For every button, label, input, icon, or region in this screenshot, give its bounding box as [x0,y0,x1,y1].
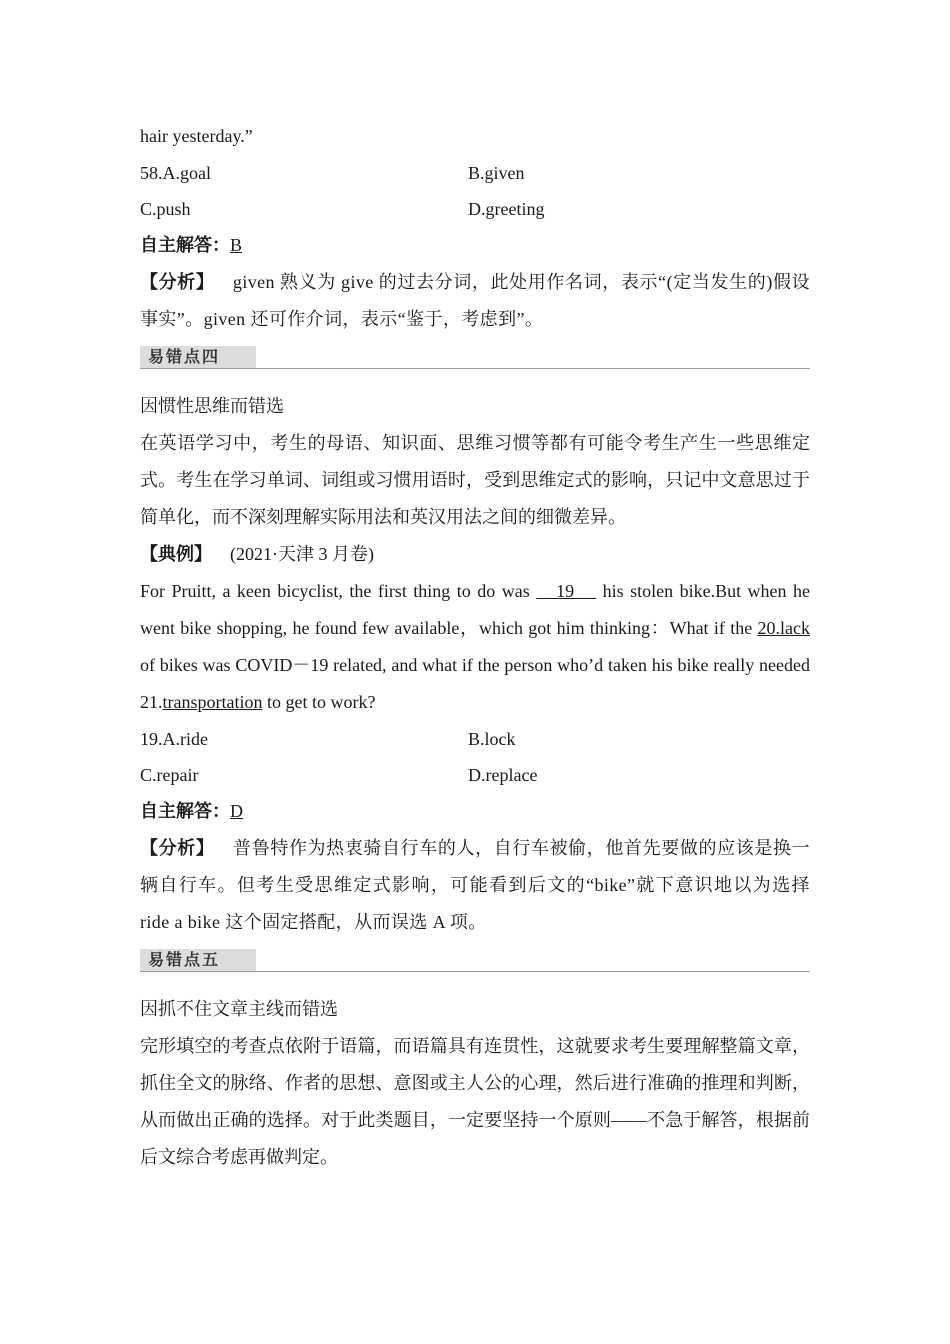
section-header-4 [140,342,810,372]
options-row-3 [140,721,810,757]
section-tag: 易错点五 [140,949,256,971]
analysis-58 [140,264,810,338]
example-passage [140,573,810,721]
passage-text: his stolen bike.But when he went bike shopping, he found few available，which got him thinking：What if the [140,581,811,638]
example-heading [140,536,810,573]
option-19-a: 19.A.ride [140,729,208,749]
option-58-d: D.greeting [468,199,545,219]
analysis-text: given 熟义为 give 的过去分词，此处用作名词，表示“(定当发生的)假设事实”。given 还可作介词，表示“鉴于，考虑到”。 [140,272,810,329]
answer-19 [140,793,810,830]
analysis-text: 普鲁特作为热衷骑自行车的人，自行车被偷，他首先要做的应该是换一辆自行车。但考生受思维定式影响，可能看到后文的“bike”就下意识地以为选择 ride a bike 这个固定搭配，从而误选 A 项。 [140,838,810,932]
answer-value: B [230,235,243,255]
option-58-a: 58.A.goal [140,163,211,183]
document-page [140,118,810,1176]
passage-text: For Pruitt, a keen bicyclist, the first thing to do was [140,581,537,601]
answer-label: 自主解答： [140,235,230,255]
section-header-5 [140,945,810,975]
passage-text: of bikes was COVID－19 related, and what if the person who’d taken his bike really needed 21. [140,655,810,712]
analysis-19 [140,830,810,941]
example-label: 【典例】 [140,544,212,564]
options-row-2 [140,191,810,227]
underlined-21: transportation [162,692,263,712]
answer-58 [140,227,810,264]
section-divider [140,971,810,972]
option-19-d: D.replace [468,765,538,785]
options-row-1 [140,155,810,191]
analysis-label: 【分析】 [140,272,215,292]
options-row-4 [140,757,810,793]
option-19-c: C.repair [140,765,199,785]
option-58-b: B.given [468,163,525,183]
option-19-b: B.lock [468,729,516,749]
underlined-20: 20.lack [757,618,810,638]
section-title: 因惯性思维而错选 [140,396,284,416]
passage-text: to get to work? [262,692,376,712]
answer-value: D [230,801,243,821]
passage-tail: hair yesterday.” [140,126,253,146]
answer-label: 自主解答： [140,801,230,821]
section-title: 因抓不住文章主线而错选 [140,999,338,1019]
section-tag: 易错点四 [140,346,256,368]
example-source: (2021·天津 3 月卷) [230,544,374,564]
blank-19: 19 [536,581,597,601]
option-58-c: C.push [140,199,191,219]
section-body: 完形填空的考查点依附于语篇，而语篇具有连贯性，这就要求考生要理解整篇文章，抓住全文的脉络、作者的思想、意图或主人公的心理，然后进行准确的推理和判断，从而做出正确的选择。对于此类题目，一定要坚持一个原则——不急于解答，根据前后文综合考虑再做判定。 [140,1036,810,1167]
analysis-label: 【分析】 [140,838,215,858]
section-divider [140,368,810,369]
section-body: 在英语学习中，考生的母语、知识面、思维习惯等都有可能令考生产生一些思维定式。考生在学习单词、词组或习惯用语时，受到思维定式的影响，只记中文意思过于简单化，而不深刻理解实际用法和英汉用法之间的细微差异。 [140,433,810,527]
